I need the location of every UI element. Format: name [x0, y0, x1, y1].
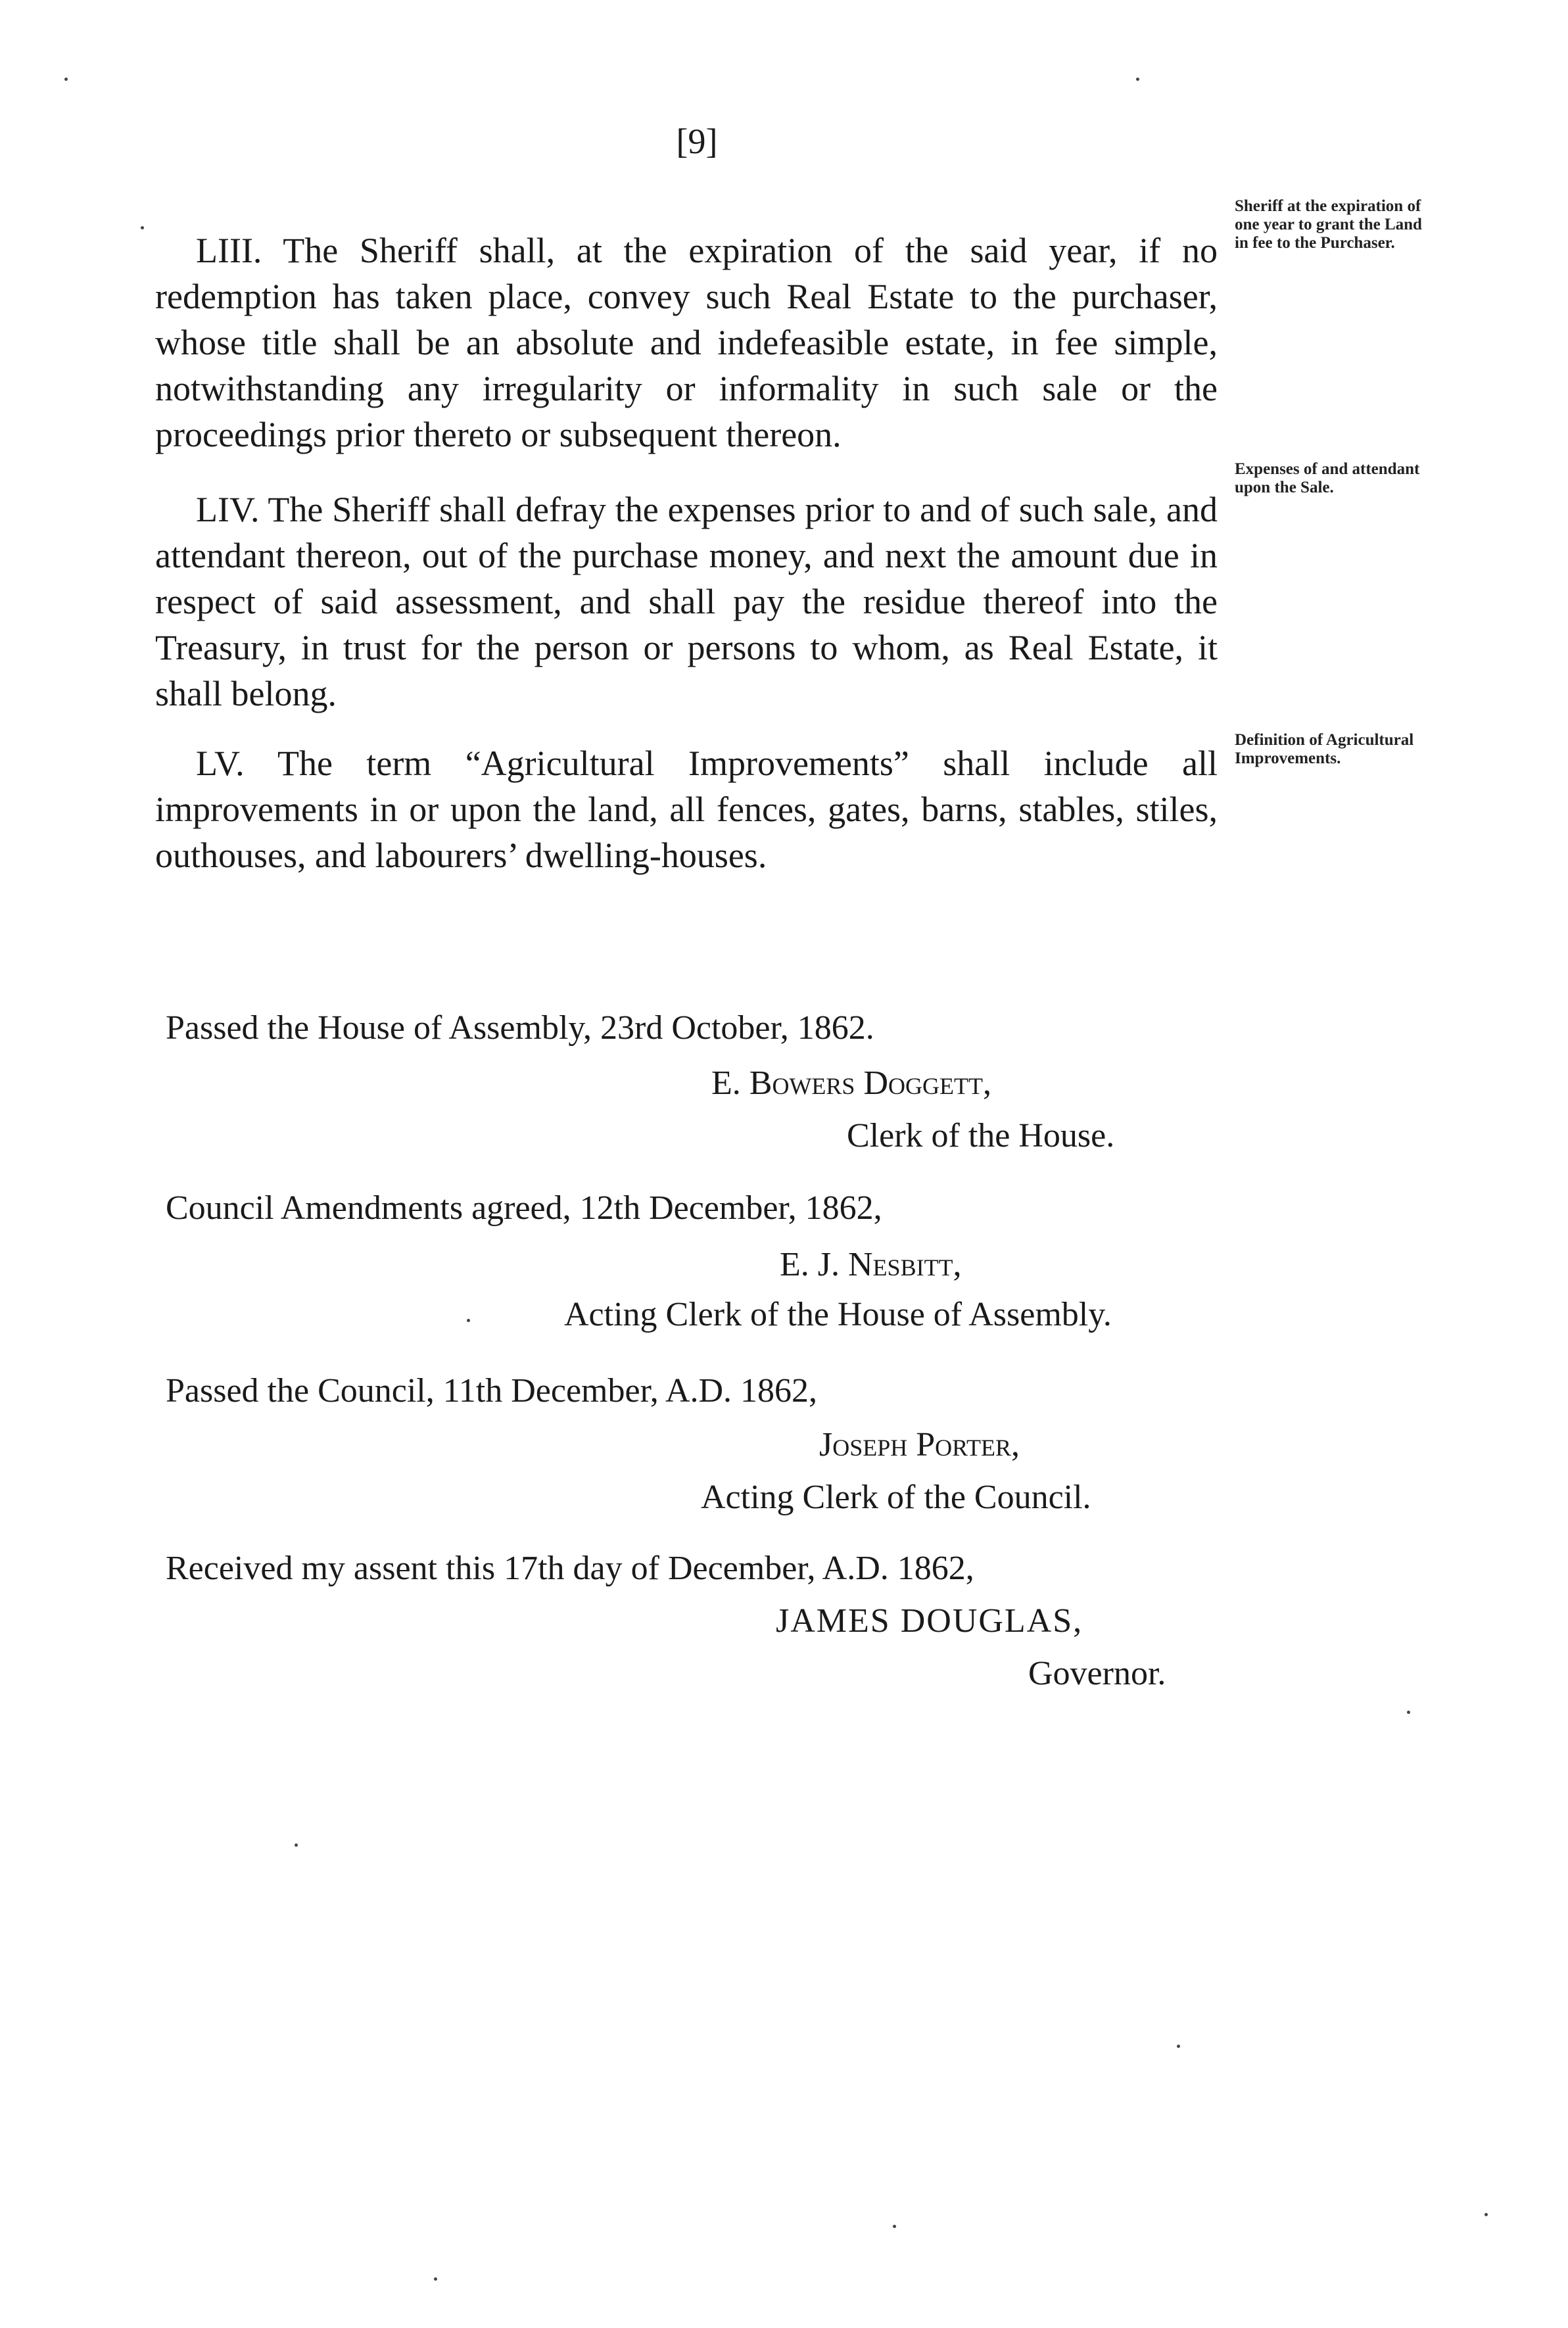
assembly-clerk-title: Clerk of the House. — [847, 1117, 1115, 1154]
page-number: [9] — [676, 122, 718, 161]
scan-speck — [141, 226, 144, 229]
scan-speck — [1407, 1711, 1410, 1714]
scan-speck — [1177, 2045, 1180, 2048]
acting-clerk-name: E. J. Nesbitt, — [780, 1246, 962, 1283]
council-passed-line: Passed the Council, 11th December, A.D. 1862, — [166, 1372, 818, 1410]
council-clerk-name: Joseph Porter, — [819, 1426, 1020, 1463]
scan-speck — [64, 78, 68, 81]
acting-clerk-title: Acting Clerk of the House of Assembly. — [564, 1296, 1112, 1333]
margin-note-lv: Definition of Agricultural Improvements. — [1235, 731, 1414, 767]
assembly-clerk-name: E. Bowers Doggett, — [711, 1064, 991, 1102]
governor-name: JAMES DOUGLAS, — [776, 1602, 1083, 1640]
section-liv: LIV. The Sheriff shall defray the expenses prior to and of such sale, and attendant thereon, out of the purchase money, and next the amount due in respect of said assessment, and shall pay the residue thereof into the Treasury, in trust for the person or persons to whom, as Real Estate, it shall belong. — [155, 490, 1218, 713]
section-lv: LV. The term “Agricultural Improvements” shall include all improvements in or upon the land, all fences, gates, barns, stables, stiles, outhouses, and labourers’ dwelling-houses. — [155, 744, 1218, 875]
council-clerk-title: Acting Clerk of the Council. — [701, 1479, 1091, 1516]
scan-speck — [467, 1319, 470, 1322]
governor-title: Governor. — [1028, 1655, 1166, 1692]
section-liii: LIII. The Sheriff shall, at the expiration of the said year, if no redemption has taken place, convey such Real Estate to the purchaser, whose title shall be an absolute and indefeasible estate, in fee simple, notwithstanding any irregularity or informality in such sale or the proceedings prior thereto or subsequent thereon. — [155, 231, 1218, 454]
assembly-passed-line: Passed the House of Assembly, 23rd October, 1862. — [166, 1009, 874, 1047]
margin-note-liii: Sheriff at the expiration of one year to grant the Land in fee to the Purchaser. — [1235, 197, 1422, 252]
scan-speck — [1485, 2213, 1488, 2216]
amendments-agreed-line: Council Amendments agreed, 12th December, 1862, — [166, 1189, 882, 1227]
scan-speck — [1136, 78, 1139, 81]
assent-line: Received my assent this 17th day of December, A.D. 1862, — [166, 1550, 974, 1587]
scan-speck — [434, 2277, 437, 2281]
scan-speck — [893, 2225, 896, 2228]
scan-speck — [295, 1843, 298, 1847]
margin-note-liv: Expenses of and attendant upon the Sale. — [1235, 460, 1420, 496]
